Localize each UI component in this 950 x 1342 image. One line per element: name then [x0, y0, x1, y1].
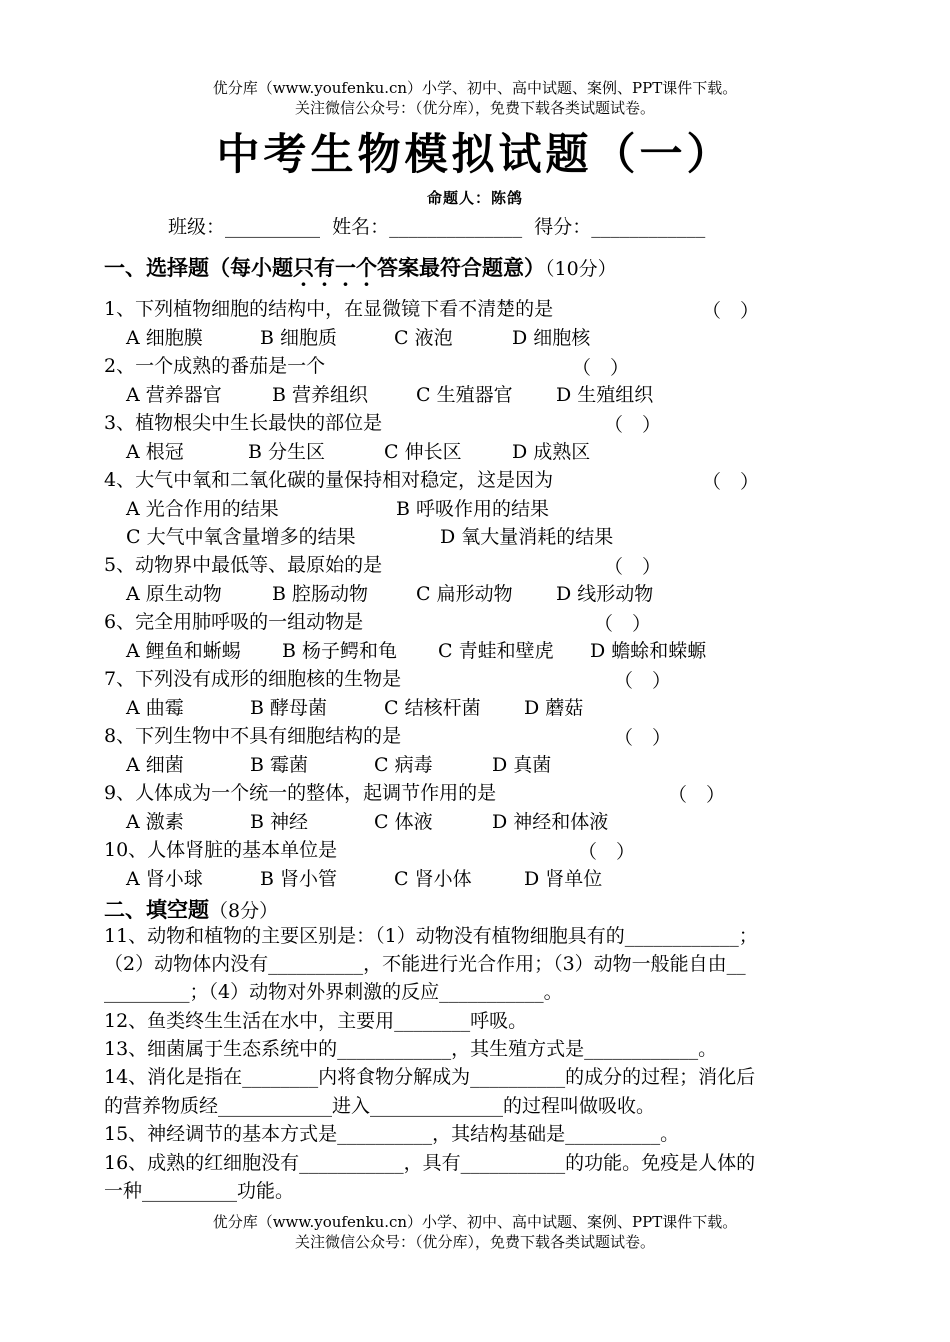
- option-c[interactable]: C 扁形动物: [416, 583, 513, 605]
- options-1: [126, 325, 590, 351]
- option-c[interactable]: C 体液: [374, 811, 433, 833]
- score-blank[interactable]: ____________: [591, 216, 706, 238]
- option-d[interactable]: D 神经和体液: [492, 811, 609, 833]
- option-a[interactable]: A 光合作用的结果: [126, 498, 279, 520]
- answer-paren-8[interactable]: （ ）: [614, 727, 672, 749]
- option-c[interactable]: C 液泡: [394, 327, 453, 349]
- option-c[interactable]: C 病毒: [374, 754, 433, 776]
- score-label: 得分：: [534, 216, 592, 238]
- option-d[interactable]: D 细胞核: [512, 327, 591, 349]
- option-b[interactable]: B 分生区: [248, 441, 326, 463]
- option-b[interactable]: B 霉菌: [250, 754, 309, 776]
- option-c[interactable]: C 肾小体: [394, 868, 472, 890]
- question-6: 6、完全用肺呼吸的一组动物是: [104, 611, 364, 633]
- question-7: 7、下列没有成形的细胞核的生物是: [104, 668, 402, 690]
- option-a[interactable]: A 激素: [126, 811, 184, 833]
- fill-line: 15、神经调节的基本方式是__________，其结构基础是__________。: [104, 1123, 680, 1145]
- section2-points: （8分）: [209, 900, 279, 922]
- option-b[interactable]: B 酵母菌: [250, 697, 328, 719]
- section2-title: 二、填空题: [104, 897, 209, 922]
- option-d[interactable]: D 氧大量消耗的结果: [440, 526, 614, 548]
- option-d[interactable]: D 生殖组织: [556, 384, 654, 406]
- question-9: 9、人体成为一个统一的整体，起调节作用的是: [104, 782, 497, 804]
- name-blank[interactable]: ______________: [389, 216, 523, 238]
- question-8: 8、下列生物中不具有细胞结构的是: [104, 725, 402, 747]
- option-d[interactable]: D 蘑菇: [524, 697, 584, 719]
- answer-paren-5[interactable]: （ ）: [604, 556, 662, 578]
- answer-paren-3[interactable]: （ ）: [604, 414, 662, 436]
- fill-line: 的营养物质经____________进入______________的过程叫做吸收。: [104, 1095, 656, 1117]
- fill-line: 12、鱼类终生生活在水中，主要用________呼吸。: [104, 1010, 528, 1032]
- emph-char: 个: [356, 255, 377, 280]
- option-b[interactable]: B 杨子鳄和龟: [282, 640, 398, 662]
- student-info: [168, 212, 705, 239]
- option-a[interactable]: A 营养器官: [126, 384, 222, 406]
- fill-line: 13、细菌属于生态系统中的____________，其生殖方式是____________。: [104, 1038, 718, 1060]
- option-a[interactable]: A 细胞膜: [126, 327, 203, 349]
- answer-paren-4[interactable]: （ ）: [702, 471, 760, 493]
- option-c[interactable]: C 大气中氧含量增多的结果: [126, 526, 356, 548]
- emph-char: 一: [335, 255, 356, 280]
- name-label: 姓名：: [332, 216, 390, 238]
- options-6: [126, 638, 706, 664]
- section1-points: （10分）: [545, 258, 617, 280]
- option-a[interactable]: A 鲤鱼和蜥蜴: [126, 640, 241, 662]
- emph-char: 只: [293, 255, 314, 280]
- class-blank[interactable]: __________: [225, 216, 321, 238]
- section1-heading: [104, 252, 617, 282]
- fill-line: （2）动物体内没有__________，不能进行光合作用；（3）动物一般能自由__: [104, 953, 746, 975]
- option-b[interactable]: B 肾小管: [260, 868, 338, 890]
- options-10: [126, 866, 602, 892]
- option-a[interactable]: A 原生动物: [126, 583, 222, 605]
- fill-line: 一种__________功能。: [104, 1180, 295, 1202]
- answer-paren-2[interactable]: （ ）: [572, 357, 630, 379]
- option-a[interactable]: A 肾小球: [126, 868, 203, 890]
- options-4b: [126, 524, 613, 550]
- option-a[interactable]: A 细菌: [126, 754, 184, 776]
- page-title: 中考生物模拟试题（一）: [216, 130, 734, 180]
- options-7: [126, 695, 583, 721]
- option-d[interactable]: D 肾单位: [524, 868, 603, 890]
- option-d[interactable]: D 线形动物: [556, 583, 654, 605]
- section1-suffix: 答案最符合题意）: [377, 255, 545, 280]
- option-b[interactable]: B 腔肠动物: [272, 583, 369, 605]
- options-8: [126, 752, 551, 778]
- answer-paren-10[interactable]: （ ）: [578, 841, 636, 863]
- answer-paren-9[interactable]: （ ）: [668, 784, 726, 806]
- fill-line: 11、动物和植物的主要区别是：（1）动物没有植物细胞具有的____________；: [104, 925, 758, 947]
- section2-heading: [104, 894, 278, 924]
- option-d[interactable]: D 成熟区: [512, 441, 591, 463]
- section1-prefix: 一、选择题（每小题: [104, 255, 293, 280]
- option-b[interactable]: B 细胞质: [260, 327, 338, 349]
- option-b[interactable]: B 呼吸作用的结果: [396, 498, 550, 520]
- footer-line-2: 关注微信公众号：（优分库），免费下载各类试题试卷。: [294, 1233, 655, 1251]
- option-a[interactable]: A 根冠: [126, 441, 184, 463]
- header-line-1: 优分库（www.youfenku.cn）小学、初中、高中试题、案例、PPT课件下载。: [212, 79, 738, 97]
- emph-char: 有: [314, 255, 335, 280]
- answer-paren-1[interactable]: （ ）: [702, 300, 760, 322]
- option-a[interactable]: A 曲霉: [126, 697, 184, 719]
- option-c[interactable]: C 结核杆菌: [384, 697, 481, 719]
- options-4a: [126, 496, 549, 522]
- option-b[interactable]: B 神经: [250, 811, 309, 833]
- fill-line: 16、成熟的红细胞没有___________，具有___________的功能。免疫是人体的: [104, 1152, 756, 1174]
- question-2: 2、一个成熟的番茄是一个: [104, 355, 326, 377]
- footer-line-1: 优分库（www.youfenku.cn）小学、初中、高中试题、案例、PPT课件下载。: [212, 1213, 738, 1231]
- question-4: 4、大气中氧和二氧化碳的量保持相对稳定，这是因为: [104, 469, 554, 491]
- options-9: [126, 809, 608, 835]
- option-c[interactable]: C 青蛙和壁虎: [438, 640, 554, 662]
- options-3: [126, 439, 590, 465]
- option-d[interactable]: D 蟾蜍和蝾螈: [590, 640, 707, 662]
- question-5: 5、动物界中最低等、最原始的是: [104, 554, 383, 576]
- option-c[interactable]: C 生殖器官: [416, 384, 513, 406]
- fill-line: 14、消化是指在________内将食物分解成为__________的成分的过程；消化后: [104, 1066, 756, 1088]
- option-d[interactable]: D 真菌: [492, 754, 552, 776]
- options-2: [126, 382, 653, 408]
- fill-line: _________；（4）动物对外界刺激的反应___________。: [104, 981, 563, 1003]
- question-10: 10、人体肾脏的基本单位是: [104, 839, 338, 861]
- question-1: 1、下列植物细胞的结构中，在显微镜下看不清楚的是: [104, 298, 554, 320]
- answer-paren-6[interactable]: （ ）: [594, 613, 652, 635]
- question-3: 3、植物根尖中生长最快的部位是: [104, 412, 383, 434]
- options-5: [126, 581, 653, 607]
- author: 命题人：陈鸽: [426, 189, 523, 207]
- header-line-2: 关注微信公众号：（优分库），免费下载各类试题试卷。: [294, 99, 655, 117]
- option-b[interactable]: B 营养组织: [272, 384, 369, 406]
- answer-paren-7[interactable]: （ ）: [614, 670, 672, 692]
- option-c[interactable]: C 伸长区: [384, 441, 462, 463]
- class-label: 班级：: [168, 216, 226, 238]
